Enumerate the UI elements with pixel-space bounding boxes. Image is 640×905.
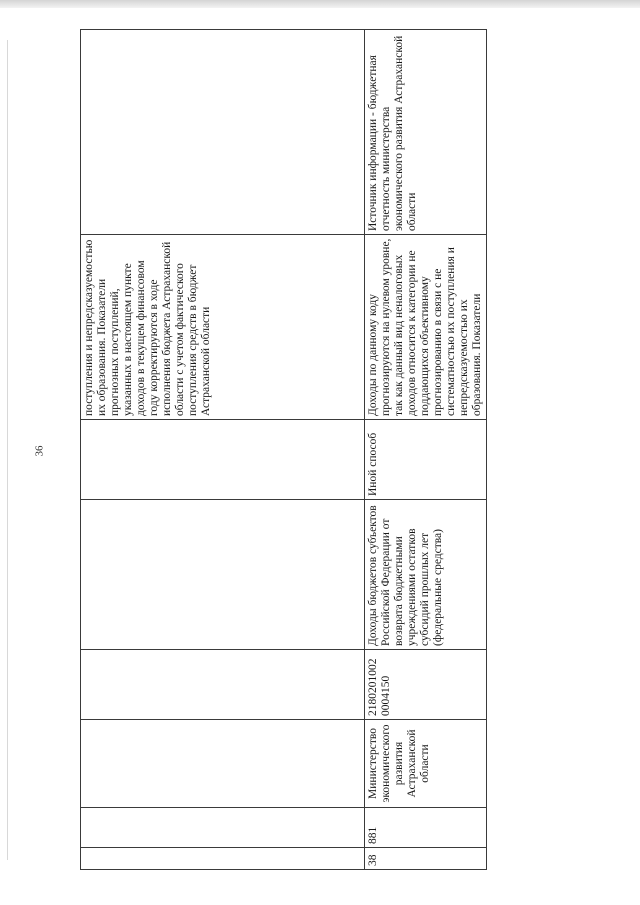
cell-number — [81, 848, 365, 870]
cell-income-name — [81, 500, 365, 650]
cell-budget-code — [81, 650, 365, 720]
cell-income-name: Доходы бюджетов субъектов Российской Федерации от возврата бюджетными учреждениями остатков субсидий прошлых лет (федеральные средства) — [365, 500, 487, 650]
cell-data-source — [81, 30, 365, 235]
rotated-sheet — [80, 30, 483, 870]
cell-algorithm: Иной способ — [365, 420, 487, 500]
scan-margin-line — [7, 40, 8, 860]
table-row-continuation — [81, 30, 365, 870]
income-forecast-table — [80, 29, 487, 870]
cell-number: 38 — [365, 848, 487, 870]
cell-admin-name: Министерство экономического развития Астраханской области — [365, 720, 487, 808]
scan-edge — [0, 0, 640, 8]
cell-admin-name — [81, 720, 365, 808]
cell-data-source: Источник информации - бюджетная отчетность министерства экономического развития Астраханской области — [365, 30, 487, 235]
table-row-38 — [365, 30, 487, 870]
cell-algorithm — [81, 420, 365, 500]
cell-admin-code: 881 — [365, 808, 487, 848]
cell-admin-code — [81, 808, 365, 848]
cell-method-description: Доходы по данному коду прогнозируются на нулевом уровне, так как данный вид неналоговых доходов относится к категории не поддающихся объективному прогнозированию в связи с не систематностью их поступления и непредсказуемостью их образования. Показатели — [365, 235, 487, 420]
cell-budget-code: 21802010020004150 — [365, 650, 487, 720]
page-number: 36 — [33, 445, 46, 457]
cell-method-description: поступления и непредсказуемостью их образования. Показатели прогнозных поступлений, указанных в настоящем пункте доходов в текущем финансовом году корректируются в ходе исполнения бюджета Астраханской области с учетом фактического поступления средств в бюджет Астраханской области — [81, 235, 365, 420]
